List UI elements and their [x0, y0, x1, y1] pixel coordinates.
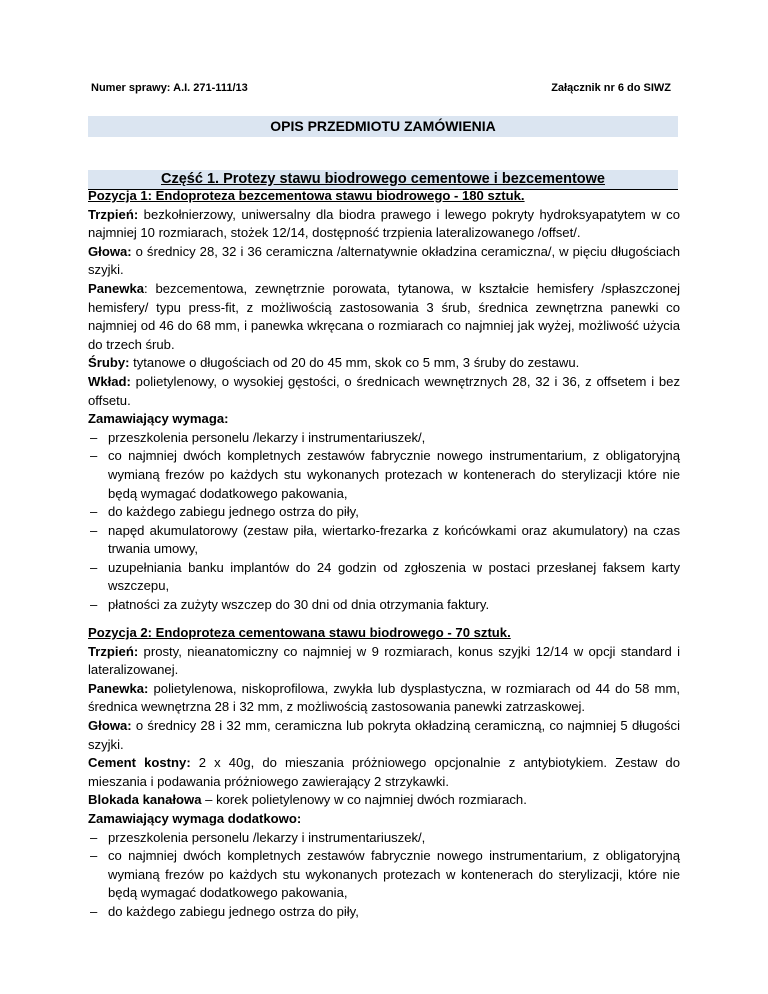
p1-liner-label: Wkład: — [88, 373, 131, 389]
p2-plug-label: Blokada kanałowa — [88, 792, 202, 808]
p2-requirements-list — [88, 829, 680, 922]
attachment-label: Załącznik nr 6 do SIWZ — [551, 82, 671, 94]
p1-liner-text: polietylenowy, o wysokiej gęstości, o średnicach wewnętrznych 28, 32 i 36, z offsetem i bez offsetu. — [88, 373, 680, 408]
p1-requirements-list — [88, 429, 680, 615]
p1-stem-text: bezkołnierzowy, uniwersalny dla biodra prawego i lewego pokryty hydroksyapatytem w co najmniej 10 rozmiarach, stożek 12/14, dostępność trzpienia lateralizowanego /offset/. — [88, 206, 680, 241]
p1-stem-label: Trzpień: — [88, 206, 139, 222]
p2-stem-label: Trzpień: — [88, 643, 139, 659]
list-item: – do każdego zabiegu jednego ostrza do piły, — [88, 903, 680, 922]
p2-plug — [88, 791, 680, 810]
list-item: – przeszkolenia personelu /lekarzy i instrumentariuszek/, — [88, 429, 680, 448]
p2-stem — [88, 643, 680, 680]
p1-screws — [88, 354, 680, 373]
list-item: – przeszkolenia personelu /lekarzy i instrumentariuszek/, — [88, 829, 680, 848]
p1-screws-label: Śruby: — [88, 355, 130, 371]
part-heading-text: Część 1. Protezy stawu biodrowego cementowe i bezcementowe — [161, 171, 605, 187]
p2-plug-text: – korek polietylenowy w co najmniej dwóch rozmiarach. — [201, 792, 527, 808]
p1-head-text: o średnicy 28, 32 i 36 ceramiczna /alternatywnie okładzina ceramiczna/, w pięciu długościach szyjki. — [88, 243, 680, 278]
p2-stem-text: prosty, nieanatomiczny co najmniej w 9 rozmiarach, konus szyjki 12/14 w opcji standard i lateralizowanej. — [88, 643, 680, 678]
p1-requirements-label: Zamawiający wymaga: — [88, 411, 229, 427]
p2-cement-text: 2 x 40g, do mieszania próżniowego opcjonalnie z antybiotykiem. Zestaw do mieszania i podawania próżniowego zawierający 2 strzykawki. — [88, 755, 680, 789]
list-item: – napęd akumulatorowy (zestaw piła, wiertarko-frezarka z końcówkami oraz akumulatory) na czas trwania umowy, — [88, 522, 680, 559]
p1-screws-text: tytanowe o długościach od 20 do 45 mm, skok co 5 mm, 3 śruby do zestawu. — [129, 355, 580, 371]
p1-cup-text: : bezcementowa, zewnętrznie porowata, tytanowa, w kształcie hemisfery /spłaszczonej hemisfery/ typu press-fit, z możliwością zastosowania 3 śrub, średnica zewnętrzna panewki co najmniej od 46 do 68 mm, i panewka wkręcana o rozmiarach co najmniej jak wyżej, możliwość użycia do trzech śrub. — [88, 280, 680, 352]
p2-requirements-label: Zamawiający wymaga dodatkowo: — [88, 810, 302, 826]
list-item: – co najmniej dwóch kompletnych zestawów fabrycznie nowego instrumentarium, z obligatoryjną wymianą frezów po każdych stu wykonanych protezach w kontenerach do sterylizacji, które nie będą wymagać dodatkowego pakowania, — [88, 847, 680, 903]
p1-cup-label: Panewka — [88, 280, 145, 296]
document-header — [91, 82, 671, 94]
list-item: – co najmniej dwóch kompletnych zestawów fabrycznie nowego instrumentarium, z obligatoryjną wymianą frezów po każdych stu wykonanych protezach w kontenerach do sterylizacji które nie będą wymagać dodatkowego pakowania, — [88, 447, 680, 503]
position-2-section — [88, 624, 680, 922]
list-item: – uzupełniania banku implantów do 24 godzin od zgłoszenia w postaci przesłanej faksem karty wszczepu, — [88, 559, 680, 596]
p2-head-label: Głowa: — [88, 717, 132, 733]
document-title: OPIS PRZEDMIOTU ZAMÓWIENIA — [88, 116, 678, 137]
p2-cup — [88, 680, 680, 717]
position-2-heading: Pozycja 2: Endoproteza cementowana stawu biodrowego - 70 sztuk. — [88, 625, 511, 640]
case-number: Numer sprawy: A.I. 271-111/13 — [91, 82, 248, 94]
p2-head — [88, 717, 680, 754]
p2-cup-label: Panewka: — [88, 680, 149, 696]
p2-cup-text: polietylenowa, niskoprofilowa, zwykła lub dysplastyczna, w rozmiarach od 44 do 58 mm, średnica wewnętrzna 28 i 32 mm, z możliwością zastosowania panewki zatrzaskowej. — [88, 680, 680, 715]
p1-cup — [88, 280, 680, 354]
p1-liner — [88, 373, 680, 410]
position-1-section — [88, 187, 680, 615]
list-item: – płatności za zużyty wszczep do 30 dni od dnia otrzymania faktury. — [88, 596, 680, 615]
p1-stem — [88, 206, 680, 243]
list-item: – do każdego zabiegu jednego ostrza do piły, — [88, 503, 680, 522]
p1-head-label: Głowa: — [88, 243, 132, 259]
p2-cement — [88, 754, 680, 791]
p2-cement-label: Cement kostny: — [88, 755, 191, 771]
position-1-heading: Pozycja 1: Endoproteza bezcementowa stawu biodrowego - 180 sztuk. — [88, 188, 525, 203]
p1-head — [88, 243, 680, 280]
p2-head-text: o średnicy 28 i 32 mm, ceramiczna lub pokryta okładziną ceramiczną, co najmniej 5 długości szyjki. — [88, 717, 680, 752]
